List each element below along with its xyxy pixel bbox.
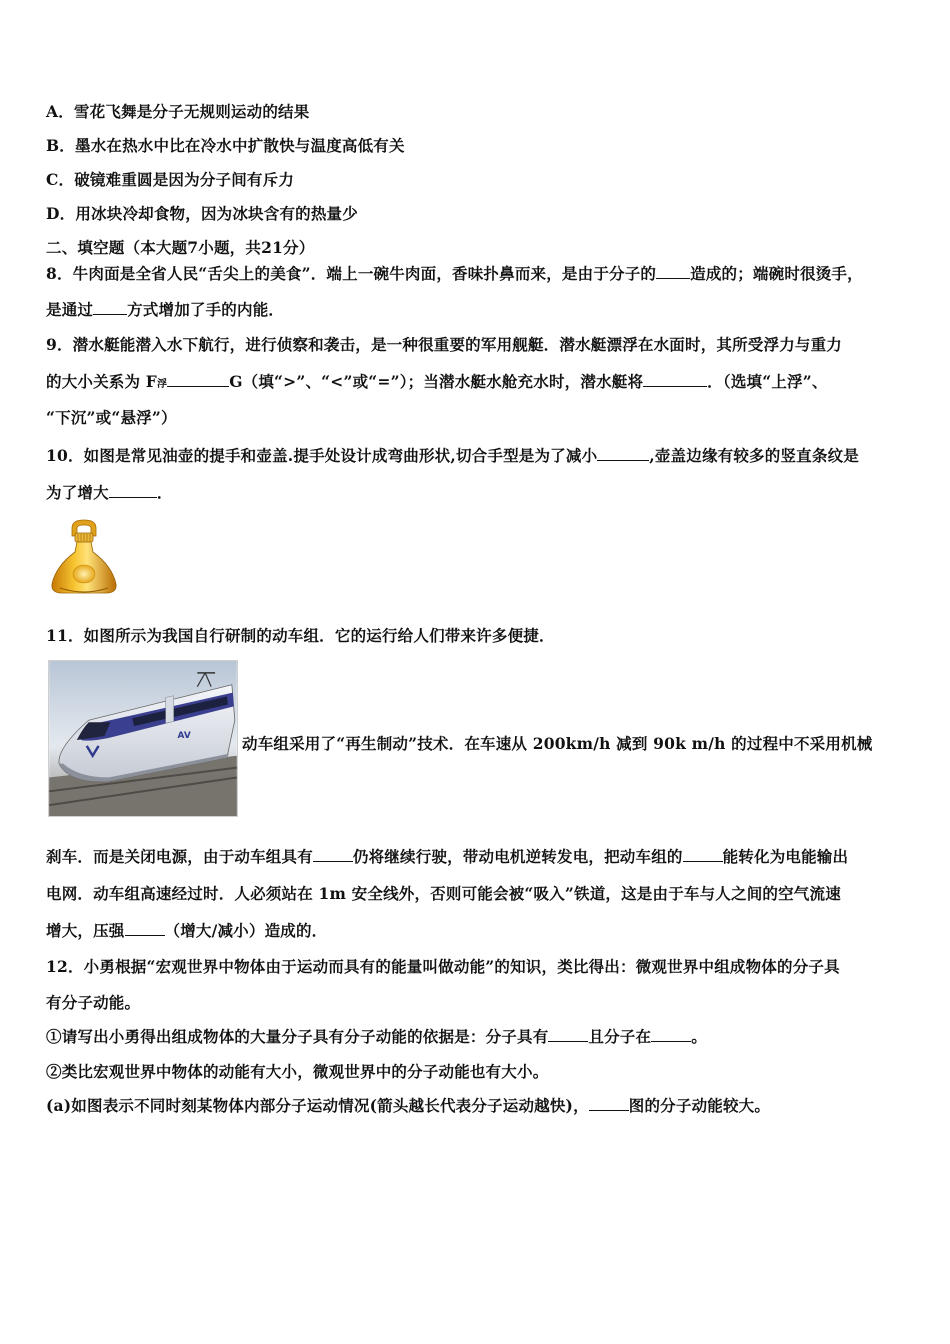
answer-blank xyxy=(125,921,165,936)
q10-text-1b: ,壶盖边缘有较多的竖直条纹是 xyxy=(649,446,859,465)
option-b: B．墨水在热水中比在冷水中扩散快与温度高低有关 xyxy=(46,136,405,155)
q12-text-5a: (a)如图表示不同时刻某物体内部分子运动情况(箭头越长代表分子运动越快)， xyxy=(46,1096,589,1115)
q8-line-2 xyxy=(46,300,284,320)
q12-line-1: 12．小勇根据“宏观世界中物体由于运动而具有的能量叫做动能”的知识，类比得出：微观世界中组成物体的分子具 xyxy=(46,957,840,976)
q8-text-2a: 是通过 xyxy=(46,300,94,319)
q10-text-2a: 为了增大 xyxy=(46,483,109,502)
q9-line-2 xyxy=(46,372,828,395)
answer-blank xyxy=(589,1096,629,1111)
answer-blank xyxy=(313,847,353,862)
answer-blank xyxy=(683,847,723,862)
option-d: D．用冰块冷却食物，因为冰块含有的热量少 xyxy=(46,204,358,223)
q9-line-1: 9．潜水艇能潜入水下航行，进行侦察和袭击，是一种很重要的军用舰艇．潜水艇漂浮在水面时，其所受浮力与重力 xyxy=(46,335,842,354)
q8-text-1a: 8．牛肉面是全省人民“舌尖上的美食”．端上一碗牛肉面，香味扑鼻而来，是由于分子的 xyxy=(46,264,657,283)
q11-text-2a: 刹车．而是关闭电源，由于动车组具有 xyxy=(46,847,313,866)
q11-beside-image-text: 动车组采用了“再生制动”技术．在车速从 200km/h 减到 90k m/h 的过程中不采用机械 xyxy=(242,734,873,753)
q12-text-3c: 。 xyxy=(691,1027,707,1046)
answer-blank xyxy=(656,264,690,279)
q11-line-2 xyxy=(46,847,848,867)
q10-line-1 xyxy=(46,446,859,466)
q11-text-2b: 仍将继续行驶，带动电机逆转发电，把动车组的 xyxy=(352,847,683,866)
q12-line-4: ②类比宏观世界中物体的动能有大小，微观世界中的分子动能也有大小。 xyxy=(46,1062,549,1081)
q9-text-2c: ．（选填“上浮”、 xyxy=(707,372,828,391)
q12-line-3 xyxy=(46,1027,707,1047)
q8-text-1b: 造成的；端碗时很烫手， xyxy=(690,264,863,283)
q12-line-2: 有分子动能。 xyxy=(46,993,141,1012)
option-c: C．破镜难重圆是因为分子间有斥力 xyxy=(46,170,295,189)
option-a: A．雪花飞舞是分子无规则运动的结果 xyxy=(46,102,310,121)
answer-blank xyxy=(651,1027,691,1042)
q11-line-1: 11．如图所示为我国自行研制的动车组．它的运行给人们带来许多便捷． xyxy=(46,626,555,645)
q9-subscript: 浮 xyxy=(157,379,168,390)
q10-text-1a: 10．如图是常见油壶的提手和壶盖.提手处设计成弯曲形状,切合手型是为了减小 xyxy=(46,446,598,465)
q11-line-4 xyxy=(46,921,327,941)
q11-text-4b: （增大/减小）造成的． xyxy=(164,921,328,940)
q8-line-1 xyxy=(46,264,863,284)
answer-blank xyxy=(597,446,649,461)
q11-line-3: 电网．动车组高速经过时．人必须站在 1m 安全线外，否则可能会被“吸入”铁道，这是由于车与人之间的空气流速 xyxy=(46,884,841,903)
oil-bottle-image xyxy=(46,518,122,596)
q12-text-3a: ①请写出小勇得出组成物体的大量分子具有分子动能的依据是：分子具有 xyxy=(46,1027,549,1046)
q12-text-3b: 且分子在 xyxy=(588,1027,652,1046)
answer-blank xyxy=(93,300,127,315)
q11-text-4a: 增大，压强 xyxy=(46,921,125,940)
q8-text-2b: 方式增加了手的内能． xyxy=(127,300,285,319)
answer-blank xyxy=(643,372,707,387)
q11-text-2c: 能转化为电能输出 xyxy=(722,847,849,866)
q9-text-2b: G（填“>”、“<”或“=”）；当潜水艇水舱充水时，潜水艇将 xyxy=(229,372,644,391)
q9-text-2a: 的大小关系为 F xyxy=(46,372,158,391)
q10-text-2b: ． xyxy=(156,483,173,502)
q9-line-3: “下沉”或“悬浮”） xyxy=(46,408,177,427)
svg-text:AV: AV xyxy=(177,731,191,742)
train-image xyxy=(48,660,238,817)
section-title: 二、填空题（本大题7小题，共21分） xyxy=(46,238,315,257)
q10-line-2 xyxy=(46,483,173,503)
answer-blank xyxy=(548,1027,588,1042)
answer-blank xyxy=(167,372,229,387)
q12-text-5b: 图的分子动能较大。 xyxy=(628,1096,771,1115)
q12-line-5 xyxy=(46,1096,770,1116)
answer-blank xyxy=(109,483,157,498)
